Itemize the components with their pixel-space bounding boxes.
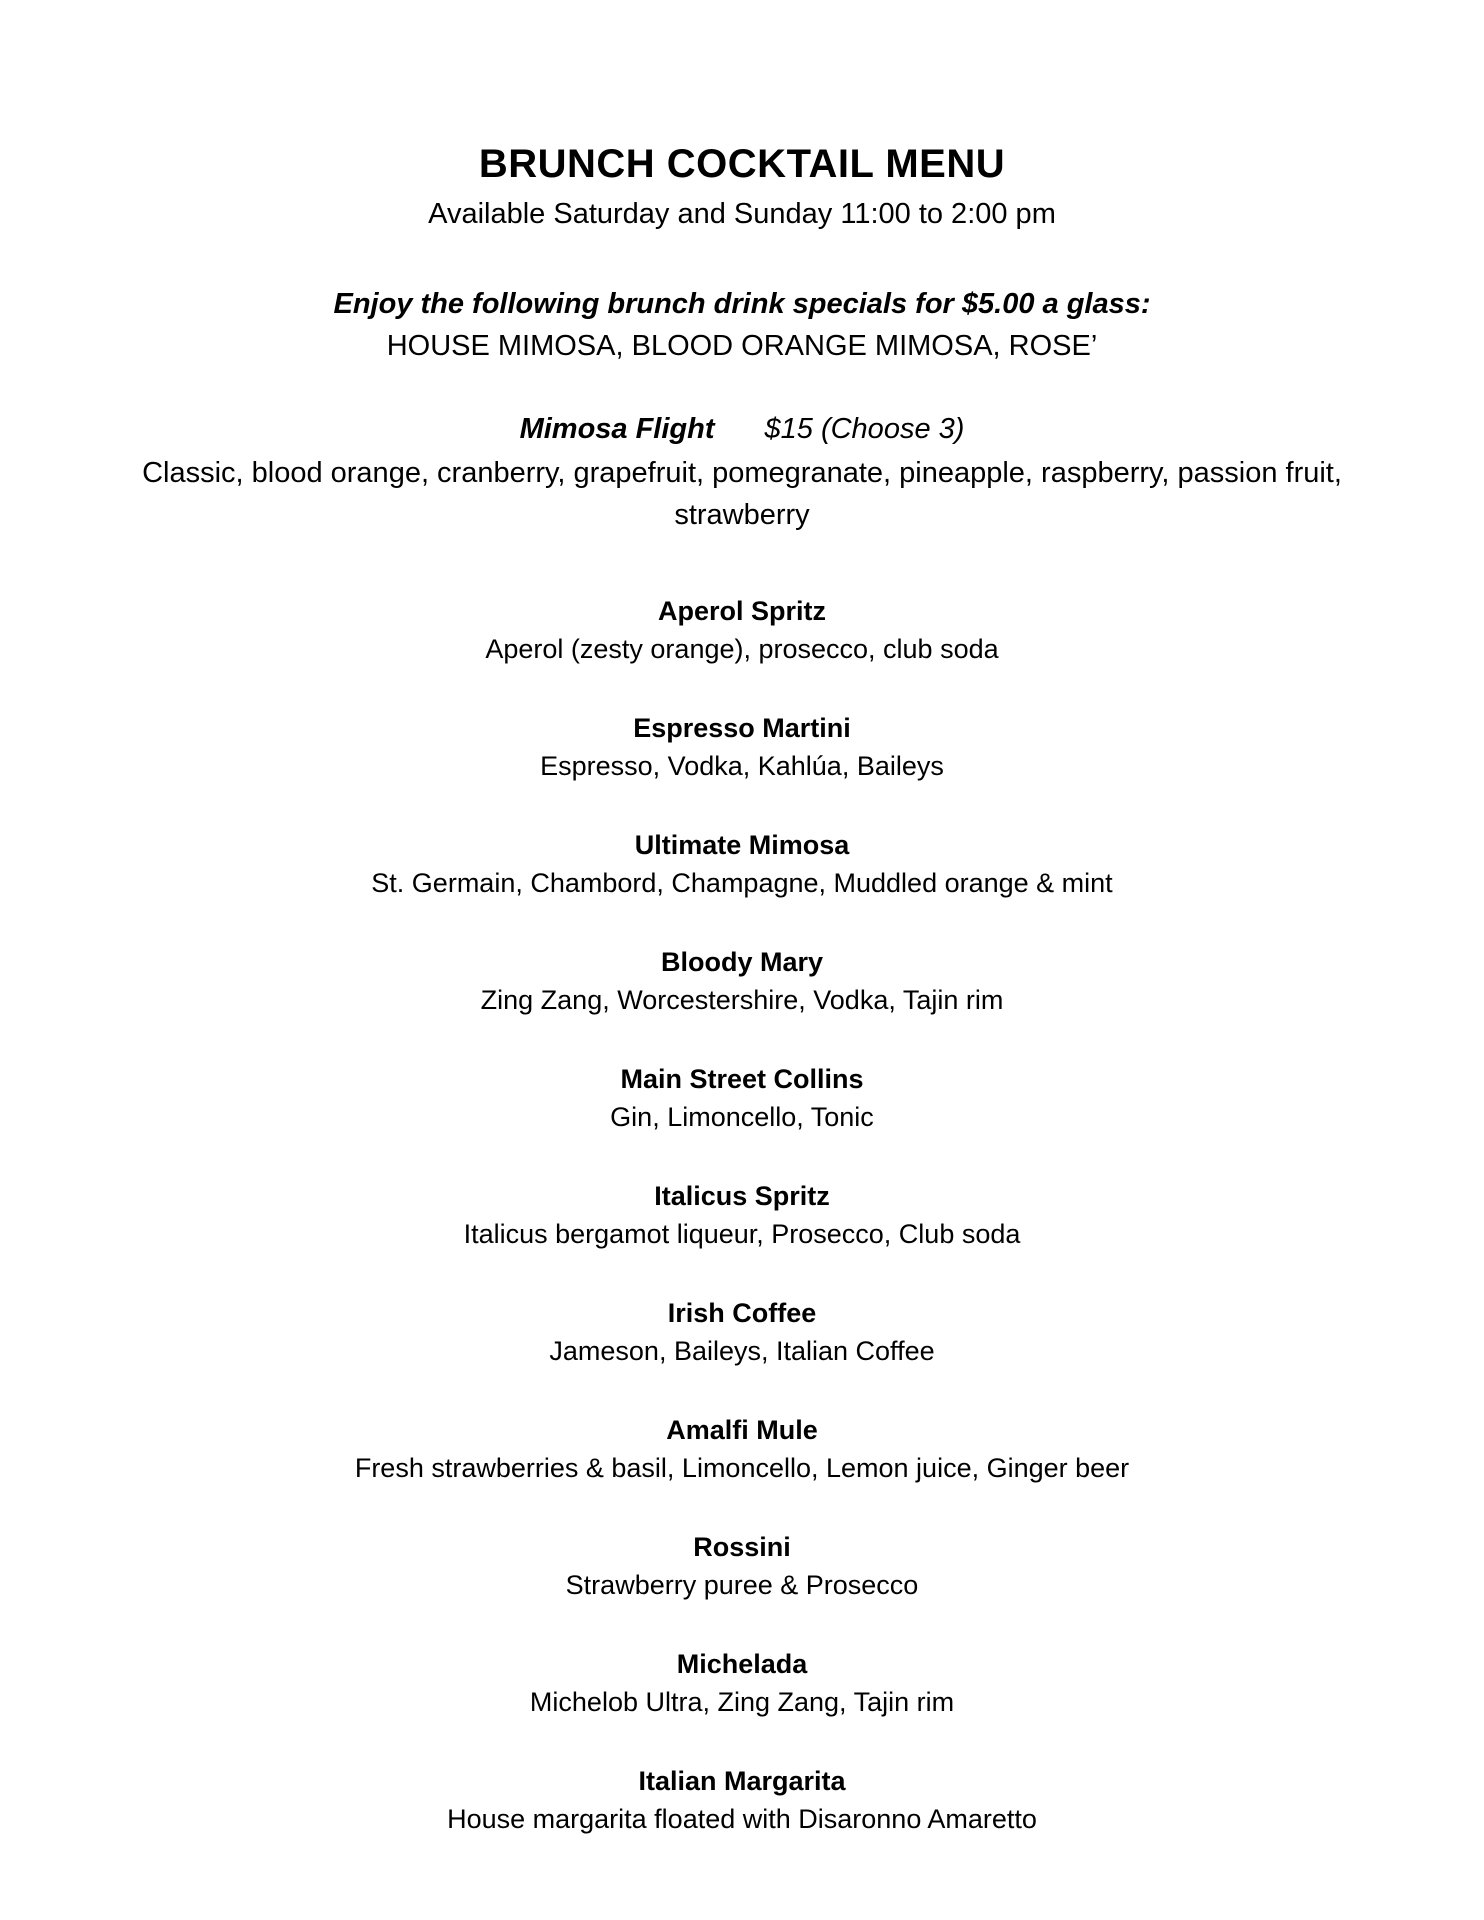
drink-item	[0, 1412, 1484, 1529]
specials-heading: Enjoy the following brunch drink specials for $5.00 a glass:	[333, 288, 1151, 320]
drink-name: Irish Coffee	[667, 1298, 817, 1328]
drink-ingredients: Michelob Ultra, Zing Zang, Tajin rim	[529, 1687, 955, 1717]
drink-ingredients: Jameson, Baileys, Italian Coffee	[549, 1336, 935, 1366]
drink-ingredients: Espresso, Vodka, Kahlúa, Baileys	[540, 751, 944, 781]
drinks-list	[0, 593, 1484, 1880]
drink-name: Rossini	[693, 1532, 791, 1562]
menu-title: BRUNCH COCKTAIL MENU	[478, 142, 1006, 186]
drink-name: Italian Margarita	[638, 1766, 846, 1796]
drink-name: Aperol Spritz	[657, 596, 826, 626]
drink-name: Amalfi Mule	[666, 1415, 818, 1445]
drink-item	[0, 593, 1484, 710]
availability-text: Available Saturday and Sunday 11:00 to 2:00 pm	[428, 198, 1056, 230]
drink-item	[0, 1763, 1484, 1880]
drink-name: Espresso Martini	[633, 713, 851, 743]
drink-ingredients: St. Germain, Chambord, Champagne, Muddled orange & mint	[371, 868, 1113, 898]
drink-ingredients: Strawberry puree & Prosecco	[565, 1570, 919, 1600]
drink-name: Main Street Collins	[620, 1064, 864, 1094]
drink-ingredients: Italicus bergamot liqueur, Prosecco, Club soda	[463, 1219, 1021, 1249]
drink-name: Italicus Spritz	[654, 1181, 830, 1211]
drink-ingredients: Zing Zang, Worcestershire, Vodka, Tajin rim	[480, 985, 1004, 1015]
specials-list: HOUSE MIMOSA, BLOOD ORANGE MIMOSA, ROSE’	[386, 330, 1098, 362]
drink-ingredients: Aperol (zesty orange), prosecco, club soda	[485, 634, 999, 664]
drink-item	[0, 827, 1484, 944]
flight-price: $15 (Choose 3)	[764, 413, 965, 445]
drink-item	[0, 1646, 1484, 1763]
drink-item	[0, 710, 1484, 827]
drink-ingredients: Gin, Limoncello, Tonic	[610, 1102, 874, 1132]
drink-ingredients: Fresh strawberries & basil, Limoncello, Lemon juice, Ginger beer	[354, 1453, 1130, 1483]
drink-item	[0, 944, 1484, 1061]
drink-item	[0, 1061, 1484, 1178]
drink-ingredients: House margarita floated with Disaronno Amaretto	[447, 1804, 1037, 1834]
mimosa-flight-line	[0, 411, 1484, 447]
flight-name: Mimosa Flight	[519, 413, 715, 445]
drink-name: Bloody Mary	[660, 947, 824, 977]
drink-item	[0, 1529, 1484, 1646]
drink-name: Ultimate Mimosa	[634, 830, 850, 860]
drink-name: Michelada	[676, 1649, 808, 1679]
drink-item	[0, 1178, 1484, 1295]
flight-flavors: Classic, blood orange, cranberry, grapefruit, pomegranate, pineapple, raspberry, passion fruit, strawberry	[142, 457, 1342, 531]
drink-item	[0, 1295, 1484, 1412]
